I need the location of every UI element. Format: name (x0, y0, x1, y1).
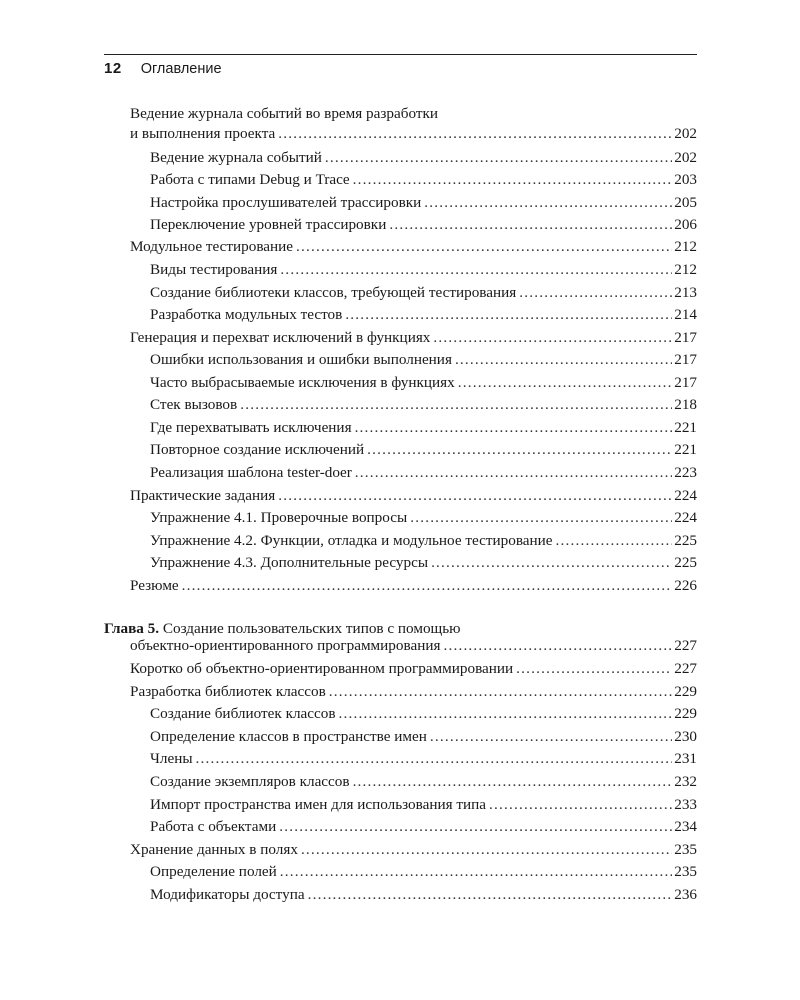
toc-entry-page-number: 202 (674, 149, 697, 166)
dot-leader (280, 260, 672, 280)
toc-entry-page-number: 229 (674, 705, 697, 722)
toc-entry-title: Коротко об объектно-ориентированном программировании (130, 660, 514, 677)
dot-leader (355, 463, 672, 483)
running-title: Оглавление (140, 61, 222, 77)
toc-entry-title: Работа с типами Debug и Trace (150, 171, 350, 188)
toc-entry-title: Хранение данных в полях (130, 841, 298, 858)
toc-entry-title: Часто выбрасываемые исключения в функциях (150, 374, 455, 391)
toc-entry-title: Создание библиотеки классов, требующей тестирования (150, 284, 517, 301)
toc-entry-page-number: 232 (674, 773, 697, 790)
toc-entry[interactable] (130, 486, 697, 506)
toc-entry[interactable] (130, 840, 697, 860)
toc-entry[interactable] (150, 531, 697, 551)
dot-leader (433, 328, 672, 348)
toc-entry-title: Определение полей (150, 863, 277, 880)
toc-entry-page-number: 202 (674, 125, 697, 142)
dot-leader (308, 885, 673, 905)
toc-entry-title: Разработка библиотек классов (130, 683, 326, 700)
toc-entry-title: Настройка прослушивателей трассировки (150, 194, 422, 211)
toc-entry-page-number: 233 (674, 796, 697, 813)
dot-leader (455, 350, 672, 370)
toc-entry[interactable] (150, 727, 697, 747)
toc-entry[interactable] (150, 862, 697, 882)
toc-entry-page-number: 212 (674, 261, 697, 278)
toc-entry-title: Переключение уровней трассировки (150, 216, 387, 233)
toc-entry-page-number: 217 (674, 374, 697, 391)
toc-entry[interactable] (150, 463, 697, 483)
toc-entry-title: Генерация и перехват исключений в функциях (130, 329, 431, 346)
toc-entry[interactable] (130, 237, 697, 257)
toc-entry[interactable] (150, 440, 697, 460)
dot-leader (240, 395, 672, 415)
toc-entry[interactable] (150, 350, 697, 370)
dot-leader (355, 418, 673, 438)
dot-leader (296, 237, 672, 257)
toc-entry-title: Создание библиотек классов (150, 705, 336, 722)
toc-entry[interactable] (150, 885, 697, 905)
toc-entry-page-number: 218 (674, 396, 697, 413)
dot-leader (516, 659, 672, 679)
dot-leader (339, 704, 673, 724)
toc-entry[interactable] (130, 659, 697, 679)
dot-leader (329, 682, 672, 702)
running-header (104, 60, 222, 82)
dot-leader (556, 531, 673, 551)
dot-leader (280, 862, 672, 882)
toc-entry-first-line (130, 104, 438, 124)
toc-entry-page-number: 217 (674, 329, 697, 346)
toc-entry-first-line-text: Создание пользовательских типов с помощью (159, 620, 461, 637)
toc-entry[interactable] (130, 636, 697, 656)
toc-entry-page-number: 236 (674, 886, 697, 903)
toc-entry[interactable] (150, 817, 697, 837)
toc-entry-page-number: 225 (674, 532, 697, 549)
dot-leader (279, 817, 672, 837)
toc-entry[interactable] (150, 508, 697, 528)
toc-entry[interactable] (150, 148, 697, 168)
toc-entry-title: Где перехватывать исключения (150, 419, 352, 436)
toc-entry-page-number: 231 (674, 750, 697, 767)
dot-leader (353, 772, 673, 792)
toc-entry-title: Практические задания (130, 487, 276, 504)
toc-entry[interactable] (130, 682, 697, 702)
toc-entry-title: Ошибки использования и ошибки выполнения (150, 351, 452, 368)
dot-leader (443, 636, 672, 656)
dot-leader (353, 170, 673, 190)
toc-entry-page-number: 217 (674, 351, 697, 368)
dot-leader (431, 553, 672, 573)
dot-leader (489, 795, 672, 815)
dot-leader (410, 508, 672, 528)
toc-entry[interactable] (150, 395, 697, 415)
toc-entry-page-number: 224 (674, 509, 697, 526)
toc-entry-page-number: 221 (674, 419, 697, 436)
toc-entry[interactable] (150, 795, 697, 815)
toc-entry[interactable] (130, 576, 697, 596)
dot-leader (519, 283, 672, 303)
toc-entry-title: Члены (150, 750, 193, 767)
toc-entry-title: объектно-ориентированного программирования (130, 637, 441, 654)
dot-leader (424, 193, 672, 213)
toc-entry-title: Упражнение 4.1. Проверочные вопросы (150, 509, 408, 526)
toc-entry-first-line-text: Ведение журнала событий во время разработки (130, 105, 438, 122)
toc-entry[interactable] (150, 283, 697, 303)
toc-entry-title: Ведение журнала событий (150, 149, 322, 166)
toc-entry-title: Создание экземпляров классов (150, 773, 350, 790)
toc-entry-title: Реализация шаблона tester-doer (150, 464, 352, 481)
toc-entry[interactable] (150, 749, 697, 769)
toc-entry-page-number: 229 (674, 683, 697, 700)
toc-entry-title: Стек вызовов (150, 396, 238, 413)
toc-entry-title: Резюме (130, 577, 179, 594)
toc-entry-page-number: 223 (674, 464, 697, 481)
toc-entry-page-number: 225 (674, 554, 697, 571)
dot-leader (430, 727, 672, 747)
toc-entry-page-number: 234 (674, 818, 697, 835)
toc-entry-page-number: 206 (674, 216, 697, 233)
header-rule (104, 54, 697, 55)
toc-entry-title: Работа с объектами (150, 818, 277, 835)
toc-entry[interactable] (150, 193, 697, 213)
toc-entry-title: Модификаторы доступа (150, 886, 305, 903)
toc-entry-title: Импорт пространства имен для использования типа (150, 796, 487, 813)
dot-leader (182, 576, 673, 596)
page-number: 12 (104, 60, 122, 77)
toc-entry-title: Модульное тестирование (130, 238, 294, 255)
toc-entry[interactable] (150, 704, 697, 724)
toc-entry-title: и выполнения проекта (130, 125, 276, 142)
toc-entry-page-number: 230 (674, 728, 697, 745)
toc-entry[interactable] (150, 373, 697, 393)
toc-entry[interactable] (150, 215, 697, 235)
toc-entry-page-number: 205 (674, 194, 697, 211)
toc-entry-title: Повторное создание исключений (150, 441, 365, 458)
toc-entry-page-number: 221 (674, 441, 697, 458)
toc-entry[interactable] (150, 553, 697, 573)
toc-entry-page-number: 235 (674, 841, 697, 858)
toc-entry-title: Определение классов в пространстве имен (150, 728, 427, 745)
toc-entry-page-number: 214 (674, 306, 697, 323)
toc-entry-title: Упражнение 4.3. Дополнительные ресурсы (150, 554, 429, 571)
toc-entry-page-number: 224 (674, 487, 697, 504)
dot-leader (301, 840, 672, 860)
toc-entry-title: Упражнение 4.2. Функции, отладка и модульное тестирование (150, 532, 553, 549)
dot-leader (325, 148, 672, 168)
toc-entry-page-number: 226 (674, 577, 697, 594)
toc-entry-page-number: 227 (674, 660, 697, 677)
dot-leader (389, 215, 672, 235)
toc-entry[interactable] (150, 418, 697, 438)
toc-entry-page-number: 203 (674, 171, 697, 188)
dot-leader (367, 440, 672, 460)
toc-entry[interactable] (130, 124, 697, 144)
toc-entry-page-number: 213 (674, 284, 697, 301)
dot-leader (196, 749, 673, 769)
toc-entry[interactable] (150, 260, 697, 280)
dot-leader (458, 373, 672, 393)
chapter-prefix: Глава 5. (104, 620, 160, 637)
toc-entry-title: Виды тестирования (150, 261, 278, 278)
toc-entry-title: Разработка модульных тестов (150, 306, 343, 323)
toc-entry[interactable] (150, 772, 697, 792)
toc-entry-page-number: 227 (674, 637, 697, 654)
dot-leader (278, 486, 672, 506)
toc-entry[interactable] (150, 305, 697, 325)
toc-entry[interactable] (150, 170, 697, 190)
dot-leader (278, 124, 672, 144)
toc-entry-page-number: 235 (674, 863, 697, 880)
toc-entry-page-number: 212 (674, 238, 697, 255)
toc-entry[interactable] (130, 328, 697, 348)
dot-leader (345, 305, 672, 325)
